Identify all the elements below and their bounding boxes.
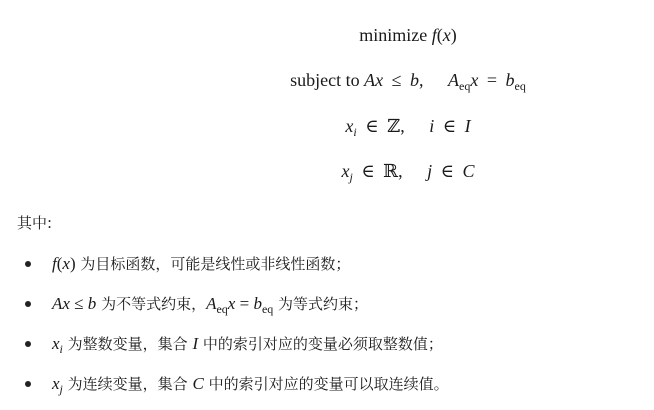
aeq-subscript: eq [459,79,471,93]
list-item [0,290,654,330]
set-i: I [464,116,471,136]
item-math: $x_i$ [52,334,63,356]
item-math-arg: x [62,254,70,273]
paren-open: ( [56,254,63,273]
bullet-icon [25,261,31,267]
integer-set: ℤ, [387,116,405,136]
list-item [0,370,654,410]
constraints-line: subject to Ax ≤ b, $A_{eq}x = b_{eq}$ [290,70,526,93]
in-operator-3: ∈ [361,161,375,181]
eq-operator: = [486,70,498,90]
integer-constraint-line [81,115,654,139]
where-label: 其中: [17,214,53,232]
subject-to-word: subject to [290,70,360,90]
set-c: C [462,161,475,181]
index-j: j [427,161,433,181]
xi-subscript: i [353,125,357,139]
item-text-2: 中的索引对应的变量必须取整数值； [202,335,443,353]
xj-subscript: j [349,170,353,184]
index-i: i [429,116,435,136]
list-item [0,330,654,370]
in-operator-4: ∈ [440,161,454,181]
in-operator: ∈ [365,116,379,136]
paren-close: ) [69,254,76,273]
item-text: 为不等式约束， [101,295,207,313]
item-math: $x_j$ [52,374,63,396]
vector-b: b [410,70,420,90]
vector-beq: b [505,70,515,90]
continuous-constraint-line [81,160,654,184]
bullet-icon [25,381,31,387]
list-item [0,250,654,290]
bullet-icon [25,341,31,347]
item-text-2: 为等式约束； [278,295,369,313]
objective-function: f [431,25,437,45]
in-operator-2: ∈ [442,116,457,136]
minimize-word: minimize [359,25,428,45]
matrix-a: A [364,70,376,90]
real-set: ℝ, [383,161,403,181]
item-set: C [192,374,204,393]
matrix-aeq: A [448,70,460,90]
item-set: I [192,334,199,353]
item-text-2: 中的索引对应的变量可以取连续值。 [208,375,449,393]
var-xi: x [345,116,354,136]
item-text: 为目标函数，可能是线性或非线性函数； [80,255,351,273]
objective-line: minimize f(x) [359,25,457,45]
bullet-icon [25,301,31,307]
var-xj: x [341,161,350,181]
item-text: 为连续变量，集合 [67,375,188,393]
var-x-eq: x [470,70,479,90]
item-math: f [52,254,57,273]
item-math-eq: $A_{eq}x = b_{eq}$ [206,294,274,316]
var-x: x [375,70,384,90]
le-operator: ≤ [391,70,402,90]
item-text: 为整数变量，集合 [67,335,188,353]
definition-list [0,250,654,410]
item-math: Ax ≤ b [52,294,97,313]
objective-arg: x [442,25,451,45]
beq-subscript: eq [514,79,526,93]
